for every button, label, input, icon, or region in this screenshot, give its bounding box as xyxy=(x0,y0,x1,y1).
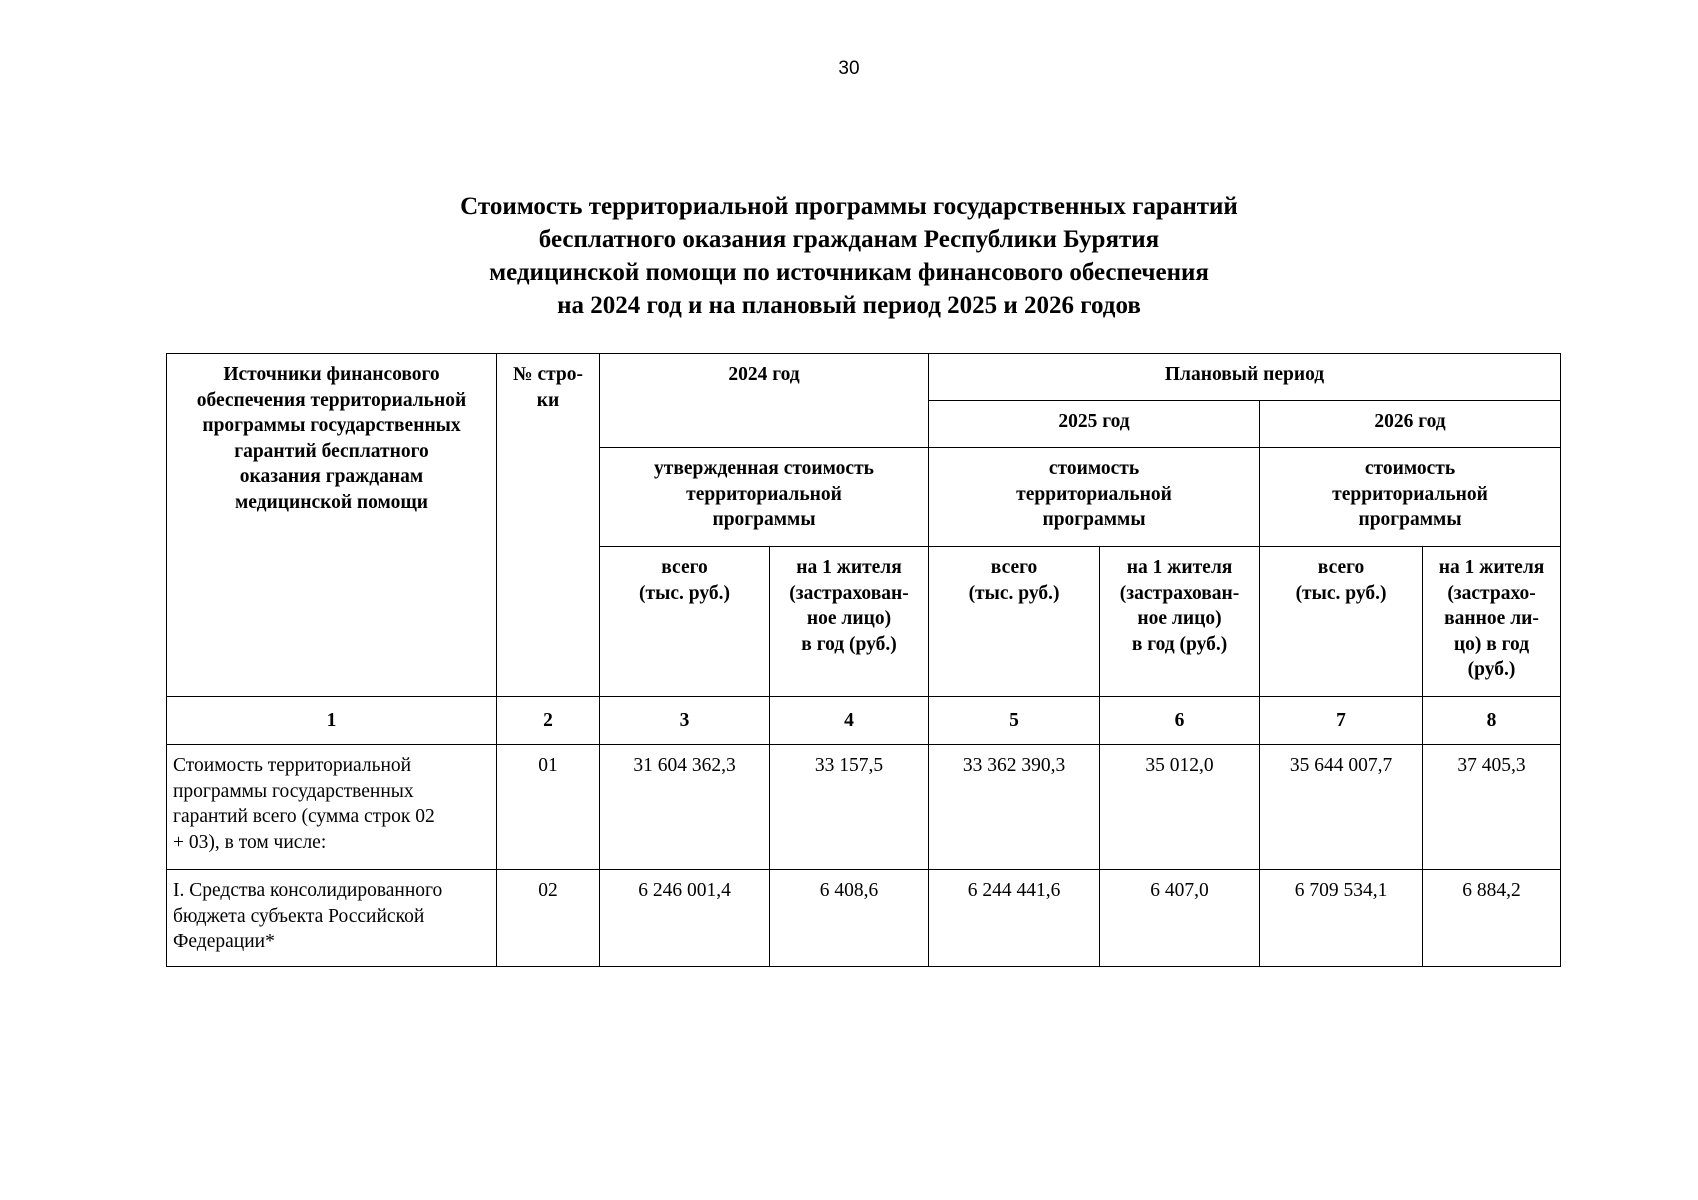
header-total-2025: всего (тыс. руб.) xyxy=(929,547,1100,697)
row-number: 02 xyxy=(497,870,600,967)
cell-total-2026: 6 709 534,1 xyxy=(1260,870,1423,967)
title-line: на 2024 год и на плановый период 2025 и 2026 годов xyxy=(557,292,1141,319)
header-year-2024: 2024 год xyxy=(600,354,929,448)
header-year-2026: 2026 год xyxy=(1260,401,1561,448)
row-label: Стоимость территориальной программы государственных гарантий всего (сумма строк 02 + 03), в том числе: xyxy=(167,745,497,870)
header-sources: Источники финансового обеспечения территориальной программы государственных гарантий бесплатного оказания гражданам медицинской помощи xyxy=(167,354,497,697)
header-per-capita-2024: на 1 жителя (застрахован- ное лицо) в год (руб.) xyxy=(770,547,929,697)
header-planned-period: Плановый период xyxy=(929,354,1561,401)
header-per-capita-2025: на 1 жителя (застрахован- ное лицо) в год (руб.) xyxy=(1100,547,1260,697)
header-per-capita-2026: на 1 жителя (застрахо- ванное ли- цо) в год (руб.) xyxy=(1423,547,1561,697)
page-number: 30 xyxy=(838,58,860,79)
header-cost-2026: стоимость территориальной программы xyxy=(1260,448,1561,547)
header-cost-2025: стоимость территориальной программы xyxy=(929,448,1260,547)
column-number: 8 xyxy=(1423,697,1561,745)
column-number: 2 xyxy=(497,697,600,745)
table-row xyxy=(167,870,1561,967)
header-approved-cost-2024: утвержденная стоимость территориальной программы xyxy=(600,448,929,547)
cost-table xyxy=(166,353,1561,967)
title-line: бесплатного оказания гражданам Республики Бурятия xyxy=(538,226,1160,253)
cell-per-capita-2026: 6 884,2 xyxy=(1423,870,1561,967)
column-number: 3 xyxy=(600,697,770,745)
header-total-2026: всего (тыс. руб.) xyxy=(1260,547,1423,697)
cell-total-2026: 35 644 007,7 xyxy=(1260,745,1423,870)
cell-per-capita-2025: 35 012,0 xyxy=(1100,745,1260,870)
cell-per-capita-2026: 37 405,3 xyxy=(1423,745,1561,870)
cell-per-capita-2024: 33 157,5 xyxy=(770,745,929,870)
header-total-2024: всего (тыс. руб.) xyxy=(600,547,770,697)
column-number: 4 xyxy=(770,697,929,745)
cell-total-2025: 6 244 441,6 xyxy=(929,870,1100,967)
cell-total-2025: 33 362 390,3 xyxy=(929,745,1100,870)
column-number: 5 xyxy=(929,697,1100,745)
row-label: I. Средства консолидированного бюджета субъекта Российской Федерации* xyxy=(167,870,497,967)
column-number-row xyxy=(167,697,1561,745)
document-title xyxy=(0,190,1698,322)
row-number: 01 xyxy=(497,745,600,870)
column-number: 6 xyxy=(1100,697,1260,745)
header-row-number: № стро- ки xyxy=(497,354,600,697)
title-line: медицинской помощи по источникам финансового обеспечения xyxy=(489,259,1209,286)
cell-per-capita-2025: 6 407,0 xyxy=(1100,870,1260,967)
cell-per-capita-2024: 6 408,6 xyxy=(770,870,929,967)
table-row xyxy=(167,745,1561,870)
column-number: 1 xyxy=(167,697,497,745)
cell-total-2024: 6 246 001,4 xyxy=(600,870,770,967)
column-number: 7 xyxy=(1260,697,1423,745)
title-line: Стоимость территориальной программы государственных гарантий xyxy=(460,193,1238,220)
header-year-2025: 2025 год xyxy=(929,401,1260,448)
cell-total-2024: 31 604 362,3 xyxy=(600,745,770,870)
